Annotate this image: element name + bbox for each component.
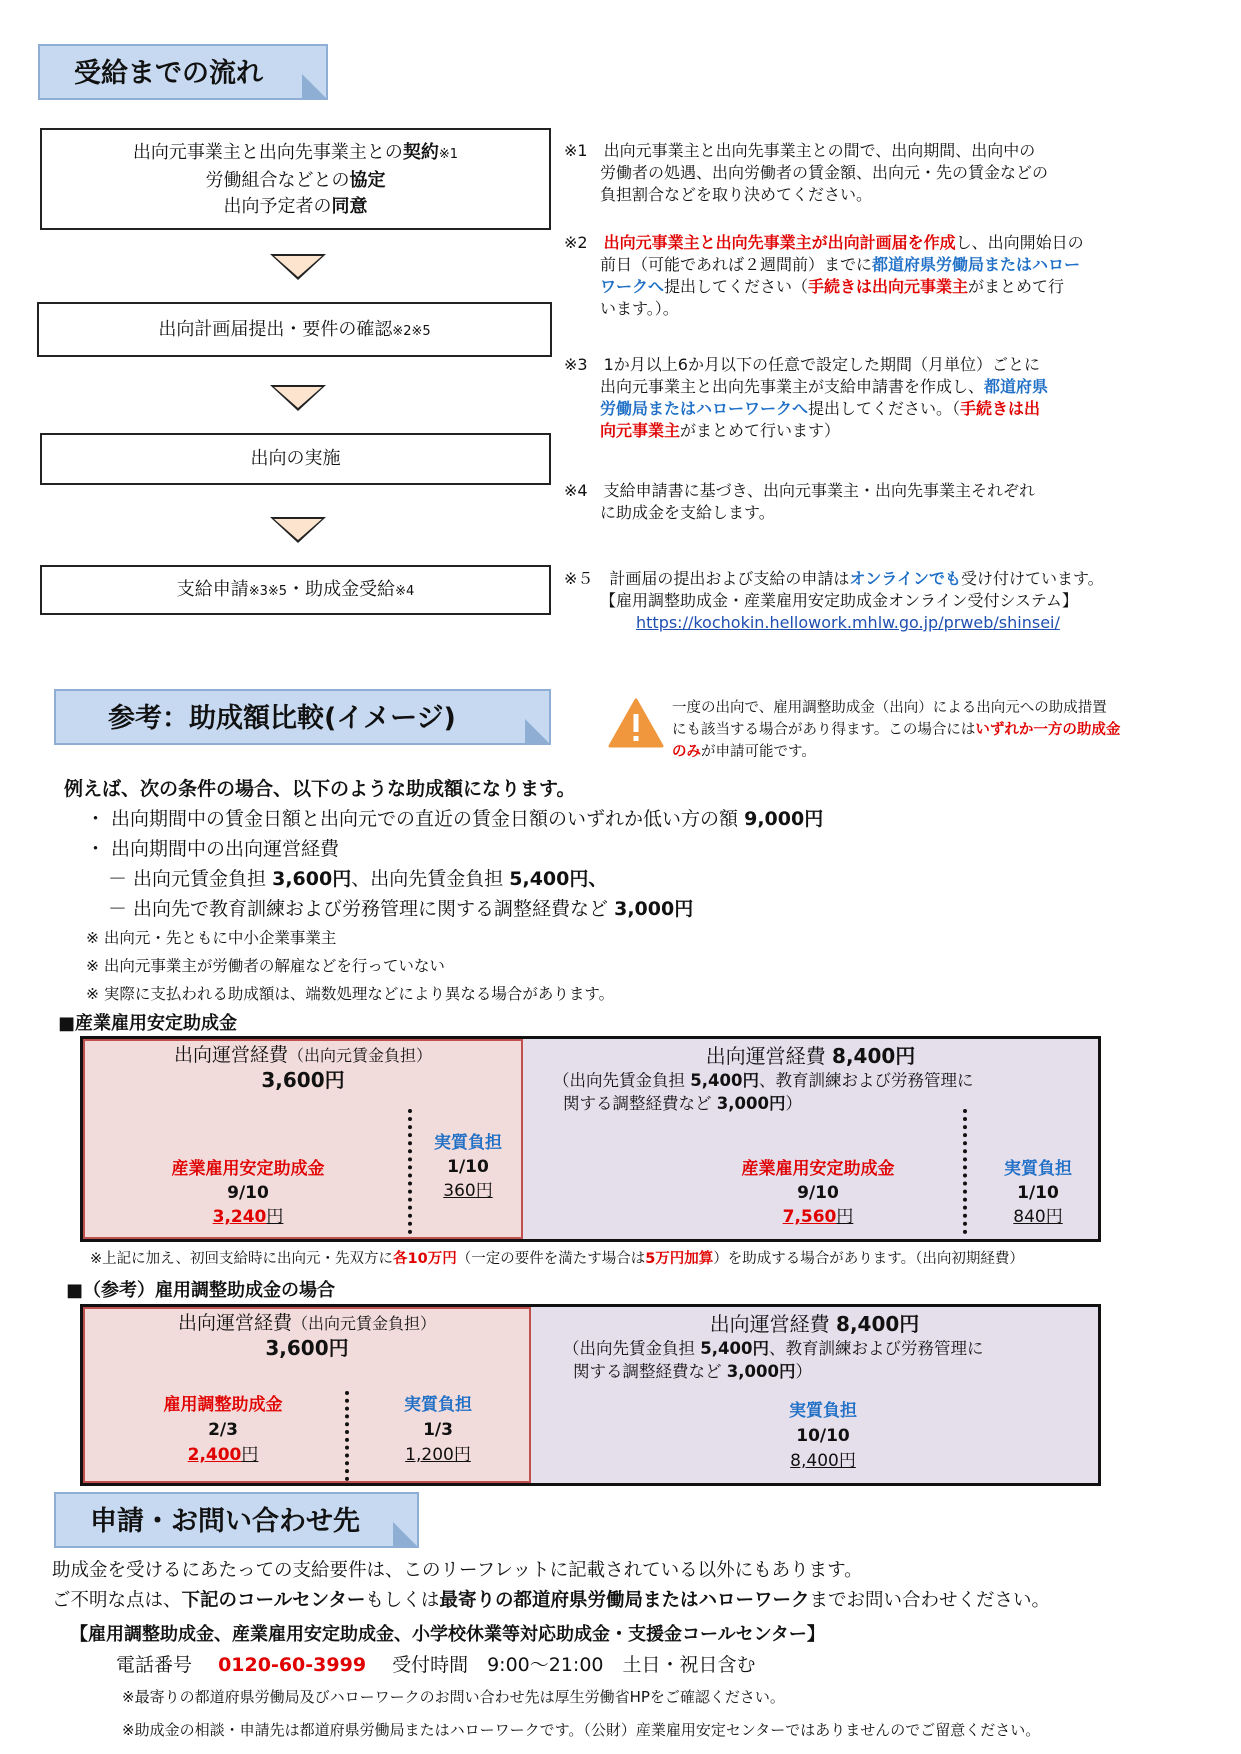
hours: 受付時間 9:00～21:00 土日・祝日含む	[392, 1654, 756, 1676]
flow-step-agreement	[40, 128, 551, 230]
table2-right-sub	[723, 1399, 923, 1474]
label: 電話番号	[116, 1654, 193, 1676]
text: 受け付けています。	[960, 569, 1104, 588]
text: ・ 出向期間中の賃金日額と出向元での直近の賃金日額のいずれか低い方の額	[86, 808, 745, 830]
text-blue: 都道府県労働局またはハロー	[872, 255, 1081, 274]
footnote-mark: ※1	[438, 147, 459, 162]
amount-line	[693, 1205, 943, 1229]
text: がまとめて行	[968, 277, 1065, 296]
amount: 8,400円	[790, 1451, 856, 1471]
text-blue: 都道府県	[984, 377, 1049, 396]
text: もしくは	[365, 1590, 440, 1611]
text-bold: 5,400円、	[509, 868, 608, 890]
line	[564, 376, 1224, 398]
text: － 出向元賃金負担	[108, 868, 273, 890]
text: 出向計画届提出・要件の確認	[158, 319, 393, 340]
table1-divider-right	[963, 1109, 967, 1234]
text: 提出してください（	[664, 277, 809, 296]
amount-line	[123, 1205, 373, 1229]
text: います。）。	[600, 299, 679, 318]
line	[83, 1043, 523, 1068]
text: 助成金を受けるにあたっての支給要件は、このリーフレットに記載されている以外にもあります。	[52, 1560, 863, 1581]
note-2	[564, 232, 1224, 320]
text-bold: 3,000円	[726, 1362, 796, 1381]
text-red: 向元事業主	[600, 421, 681, 440]
text: 関する調整経費など	[563, 1094, 717, 1113]
amount-line	[123, 1443, 323, 1468]
text-bold: 最寄りの都道府県労働局またはハローワーク	[439, 1590, 810, 1611]
note-3	[564, 354, 1224, 442]
text: が申請可能です。	[701, 744, 816, 760]
section-title: 申請・お問い合わせ先	[90, 1506, 360, 1537]
table2-heading: ■（参考）雇用調整助成金の場合	[66, 1280, 336, 1301]
amount: 1,200円	[405, 1445, 471, 1465]
text: 出向運営経費	[173, 1044, 288, 1066]
ratio: 1/10	[1017, 1183, 1059, 1203]
section-title: 受給までの流れ	[74, 58, 263, 89]
footnote-mark: ※3※5	[248, 584, 288, 599]
text: ・ 出向期間中の出向運営経費	[86, 838, 340, 860]
condition-list	[86, 804, 1186, 924]
text: がまとめて行います）	[680, 421, 841, 440]
table2-left-sub1	[123, 1393, 323, 1468]
text: （出向元賃金負担）	[292, 1314, 437, 1333]
table2-divider	[345, 1391, 349, 1481]
text-bold: 9,000円	[744, 808, 824, 830]
text-bold: 3,600円	[272, 868, 352, 890]
text: 出向の実施	[250, 448, 341, 469]
text: ※4 支給申請書に基づき、出向元事業主・出向先事業主それぞれ	[564, 481, 1035, 500]
text-blue: 労働局またはハローワークへ	[600, 399, 809, 418]
line	[553, 1092, 1093, 1115]
ratio: 9/10	[797, 1183, 839, 1203]
text: ※５ 計画届の提出および支給の申請は	[564, 569, 850, 588]
phone-number[interactable]: 0120-60-3999	[218, 1654, 367, 1676]
remark: ※ 実際に支払われる助成額は、端数処理などにより異なる場合があります。	[86, 985, 615, 1003]
text-bold: 5,400円	[700, 1339, 769, 1358]
text-red: 出向元事業主と出向先事業主が出向計画届を作成	[603, 233, 956, 252]
text: 労働組合などとの	[205, 170, 350, 191]
line	[564, 398, 1224, 420]
text: － 出向先で教育訓練および労務管理に関する調整経費など	[108, 898, 615, 920]
tab-fold-decoration	[302, 74, 328, 100]
table1-right-sub1	[693, 1157, 943, 1229]
section-tab-flow	[38, 44, 328, 100]
text: （一定の要件を満たす場合は	[456, 1251, 646, 1267]
remark: ※ 出向元事業主が労働者の解雇などを行っていない	[86, 957, 445, 975]
text: し、出向開始日の	[955, 233, 1084, 252]
unit: 円	[266, 1207, 284, 1227]
line	[564, 254, 1224, 276]
unit: 円	[1045, 1207, 1063, 1227]
text: （出向先賃金負担	[563, 1339, 701, 1358]
tab-fold-decoration	[525, 719, 551, 745]
unit: 円	[241, 1445, 259, 1465]
text: 出向運営経費	[177, 1312, 292, 1334]
condition-3	[86, 864, 1186, 894]
text: にも該当する場合があり得ます。この場合には	[672, 722, 976, 738]
text-red: いずれか一方の助成金	[975, 722, 1121, 738]
table1-right-title	[523, 1043, 1098, 1069]
phone-line	[116, 1650, 756, 1677]
text: 、教育訓練および労務管理に	[768, 1339, 984, 1358]
text-bold: 協定	[349, 170, 386, 191]
label: 産業雇用安定助成金	[741, 1159, 895, 1179]
amount: 3,600円	[265, 1336, 349, 1360]
text: ※上記に加え、初回支給時に出向元・先双方に	[90, 1251, 394, 1267]
unit: 円	[475, 1181, 493, 1201]
text: 出向予定者の	[223, 196, 332, 217]
line	[563, 1360, 1093, 1383]
line	[563, 1337, 1093, 1360]
text-bold: 契約	[402, 142, 439, 163]
label: 実質負担	[1004, 1159, 1072, 1179]
footnote-mark: ※4	[395, 584, 415, 599]
remarks	[86, 924, 614, 1008]
text: 労働者の処遇、出向労働者の賃金額、出向元・先の賃金などの	[600, 163, 1049, 182]
text: 、出向先賃金負担	[351, 868, 510, 890]
table1-right-desc	[553, 1069, 1093, 1115]
line	[672, 719, 1232, 741]
label: 産業雇用安定助成金	[171, 1159, 325, 1179]
amount: 360	[443, 1181, 476, 1201]
text-red: のみ	[672, 744, 701, 760]
amount: 840	[1013, 1207, 1046, 1227]
table2-left-title	[83, 1311, 531, 1360]
condition-2	[86, 834, 1186, 864]
text-blue: オンラインでも	[849, 569, 961, 588]
text: 提出してください。（	[808, 399, 961, 418]
text: （出向元賃金負担）	[288, 1046, 433, 1065]
amount-line	[983, 1205, 1093, 1229]
ratio: 9/10	[227, 1183, 269, 1203]
warning-text	[672, 697, 1232, 763]
amount: 3,600円	[261, 1068, 345, 1092]
contact-note-2: ※助成金の相談・申請先は都道府県労働局またはハローワークです。（公財）産業雇用安定センターではありませんのでご留意ください。	[122, 1721, 1041, 1739]
text: 出向元事業主と出向先事業主との	[132, 142, 403, 163]
table1-divider-left	[408, 1109, 412, 1234]
flow-step-line	[42, 194, 549, 220]
flow-step-line	[42, 168, 549, 194]
flow-step-line	[42, 140, 549, 168]
table1-right-sub2	[983, 1157, 1093, 1229]
label: 雇用調整助成金	[163, 1395, 283, 1415]
text: 一度の出向で、雇用調整助成金（出向）による出向元への助成措置	[672, 700, 1107, 716]
table1-left-title	[83, 1043, 523, 1092]
text-bold: 下記のコールセンター	[181, 1590, 366, 1611]
note-5	[564, 568, 1234, 634]
condition-4	[86, 894, 1186, 924]
line	[564, 612, 1234, 634]
note-4	[564, 480, 1224, 524]
text-bold: 3,000円	[614, 898, 694, 920]
ratio: 10/10	[796, 1426, 850, 1446]
amount-line	[413, 1179, 523, 1203]
text-red: 手続きは出	[960, 399, 1041, 418]
ratio: 2/3	[208, 1420, 238, 1440]
line	[564, 420, 1224, 442]
amount: 3,240	[212, 1207, 267, 1227]
example-heading: 例えば、次の条件の場合、以下のような助成額になります。	[64, 778, 576, 800]
remark: ※ 出向元・先ともに中小企業事業主	[86, 929, 337, 947]
tab-fold-decoration	[393, 1522, 419, 1548]
text-red: 手続きは出向元事業主	[808, 277, 969, 296]
text: 、教育訓練および労務管理に	[758, 1071, 974, 1090]
text: 出向運営経費	[709, 1312, 837, 1336]
ratio: 1/10	[447, 1157, 489, 1177]
table1-left-sub2	[413, 1131, 523, 1203]
text: に助成金を支給します。	[600, 503, 775, 522]
amount: 2,400	[187, 1445, 242, 1465]
text-bold: 同意	[331, 196, 368, 217]
flow-step-application	[40, 565, 551, 615]
label: 実質負担	[789, 1401, 857, 1421]
text: 負担割合などを取り決めてください。	[600, 185, 873, 204]
flow-step-plan-submission	[37, 302, 552, 357]
text: ※3 1か月以上6か月以下の任意で設定した期間（月単位）ごとに	[564, 355, 1040, 374]
label: 実質負担	[404, 1395, 472, 1415]
text-blue: ワークへ	[600, 277, 665, 296]
warning-triangle-icon	[608, 698, 664, 748]
contact-body	[52, 1556, 1232, 1616]
text: ・助成金受給	[287, 579, 396, 600]
text: ）を助成する場合があります。（出向初期経費）	[713, 1251, 1024, 1267]
section-tab-contact	[54, 1492, 419, 1548]
text: ご不明な点は、	[52, 1590, 182, 1611]
line	[672, 741, 1232, 763]
text: 出向元事業主と出向先事業主が支給申請書を作成し、	[600, 377, 985, 396]
text: ）	[785, 1094, 802, 1113]
line	[52, 1586, 1232, 1616]
text: 支給申請	[176, 579, 249, 600]
text: 【雇用調整助成金・産業雇用安定助成金オンライン受付システム】	[600, 591, 1078, 610]
text: ）	[795, 1362, 812, 1381]
line	[564, 276, 1224, 298]
contact-note-1: ※最寄りの都道府県労働局及びハローワークのお問い合わせ先は厚生労働省HPをご確認ください。	[122, 1688, 785, 1706]
online-system-link[interactable]: https://kochokin.hellowork.mhlw.go.jp/prweb/shinsei/	[636, 613, 1060, 632]
table1-footnote	[90, 1247, 1024, 1268]
text: 関する調整経費など	[573, 1362, 727, 1381]
text: （出向先賃金負担	[553, 1071, 691, 1090]
line	[83, 1311, 531, 1336]
text-red: 5万円加算	[645, 1251, 714, 1267]
text: 前日（可能であれば２週間前）までに	[600, 255, 873, 274]
table2-right-title	[531, 1311, 1098, 1337]
line	[553, 1069, 1093, 1092]
text: ※2	[564, 233, 604, 252]
amount: 7,560	[782, 1207, 837, 1227]
label: 実質負担	[434, 1133, 502, 1153]
table1-heading: ■産業雇用安定助成金	[58, 1013, 238, 1034]
unit: 円	[836, 1207, 854, 1227]
text: ※1 出向元事業主と出向先事業主との間で、出向期間、出向中の	[564, 141, 1036, 160]
table2-right-desc	[563, 1337, 1093, 1383]
footnote-mark: ※2※5	[392, 324, 431, 339]
table1-left-sub1	[123, 1157, 373, 1229]
amount: 8,400円	[832, 1044, 916, 1068]
comparison-table-employment	[80, 1304, 1101, 1486]
flow-step-implementation	[40, 433, 551, 485]
call-center-name: 【雇用調整助成金、産業雇用安定助成金、小学校休業等対応助成金・支援金コールセンター】	[70, 1624, 825, 1645]
comparison-table-industrial	[80, 1036, 1101, 1242]
text-red: 各10万円	[393, 1251, 457, 1267]
text: までお問い合わせください。	[809, 1590, 1050, 1611]
amount: 8,400円	[836, 1312, 920, 1336]
ratio: 1/3	[423, 1420, 453, 1440]
section-tab-comparison	[54, 689, 551, 745]
section-title: 参考：助成額比較(イメージ)	[108, 703, 456, 734]
text-bold: 3,000円	[716, 1094, 786, 1113]
table2-left-sub2	[363, 1393, 513, 1468]
text: 出向運営経費	[705, 1044, 833, 1068]
note-1	[564, 140, 1224, 206]
text-bold: 5,400円	[690, 1071, 759, 1090]
condition-1	[86, 804, 1186, 834]
